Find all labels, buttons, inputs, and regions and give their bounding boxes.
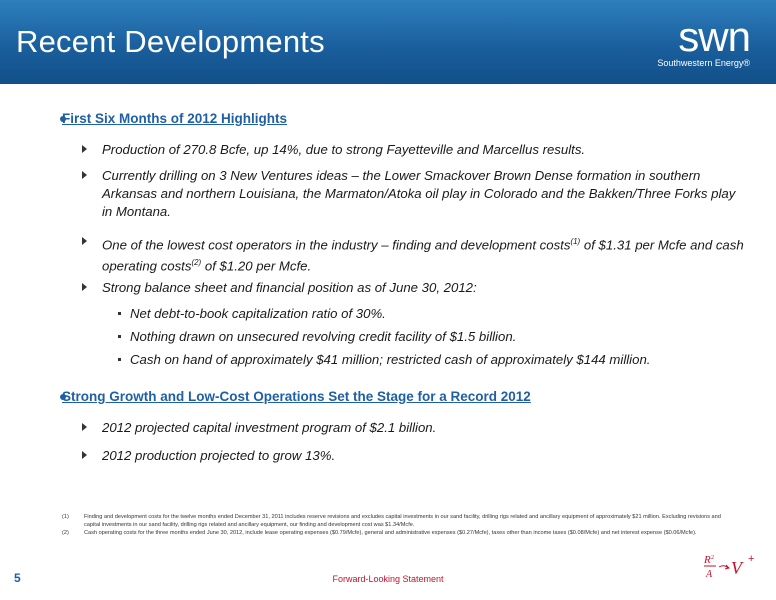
sub-item-text: Cash on hand of approximately $41 million; restricted cash of approximately $144 million. — [130, 352, 651, 367]
sub-item-text: Net debt-to-book capitalization ratio of 30%. — [130, 306, 386, 321]
highlight-text: Currently drilling on 3 New Ventures ideas – the Lower Smackover Brown Dense formation in southern Arkansas and northern Louisiana, the Marmaton/Atoka oil play in Colorado and the Bakken/Three Forks play in Montana. — [102, 168, 736, 219]
footnote-text: Finding and development costs for the twelve months ended December 31, 2011 includes reserve revisions and excludes capital investments in our sand facility, drilling rigs related and ancillary equipment of approximately $21 million. Excluding revisions and capital investments in our sand facility, drilling rigs related and ancillary equipment, our finding and development cost was $1.34/Mcfe. — [84, 514, 721, 528]
forward-looking-statement-link[interactable]: Forward-Looking Statement — [332, 574, 444, 584]
footnote-ref: (1) — [570, 237, 581, 246]
footnote — [62, 514, 722, 529]
growth-text: 2012 projected capital investment program of $2.1 billion. — [102, 420, 437, 435]
highlight-item — [84, 167, 744, 221]
arrow-bullet-icon — [82, 171, 87, 179]
title-bar — [0, 0, 776, 84]
footnote-ref: (2) — [191, 258, 202, 268]
text-part: One of the lowest cost operators in the industry – finding and development costs — [102, 237, 571, 253]
arrow-bullet-icon — [82, 451, 87, 459]
svg-text:R: R — [704, 554, 711, 566]
company-logo — [640, 13, 750, 68]
svg-text:2: 2 — [711, 555, 714, 561]
arrow-bullet-icon — [82, 145, 87, 153]
footnote-number: (2) — [62, 530, 69, 536]
square-bullet-icon — [118, 312, 121, 315]
rav-plus-logo-icon — [702, 550, 762, 584]
logo-wordmark: swn — [678, 13, 750, 60]
highlight-item — [84, 141, 744, 159]
arrow-bullet-icon — [82, 283, 87, 291]
logo-tagline: Southwestern Energy® — [657, 58, 750, 68]
square-bullet-icon — [118, 335, 121, 338]
highlight-item — [84, 233, 744, 276]
footnotes — [62, 514, 722, 539]
section-heading-growth: Strong Growth and Low-Cost Operations Set the Stage for a Record 2012 — [62, 389, 531, 404]
sub-item — [130, 351, 750, 369]
svg-text:A: A — [706, 569, 713, 580]
arrow-bullet-icon — [82, 237, 87, 245]
highlight-item — [84, 279, 744, 297]
svg-text:+: + — [748, 553, 755, 565]
growth-item — [84, 447, 744, 465]
sub-item — [130, 328, 750, 346]
text-part: of $1.20 per Mcfe. — [201, 258, 312, 274]
section-heading-highlights: First Six Months of 2012 Highlights — [62, 111, 288, 126]
footnote — [62, 530, 722, 538]
highlight-text: Production of 270.8 Bcfe, up 14%, due to strong Fayetteville and Marcellus results. — [102, 142, 586, 157]
footnote-number: (1) — [62, 514, 69, 520]
highlight-text — [84, 233, 744, 276]
footnote-text: Cash operating costs for the three months ended June 30, 2012, include lease operating expenses ($0.79/Mcfe), general and administrative expenses ($0.27/Mcfe), taxes other than income taxes ($0.08/Mcfe) and net interest expense ($0.06/Mcfe). — [84, 530, 697, 536]
highlight-text: Strong balance sheet and financial position as of June 30, 2012: — [102, 280, 477, 295]
page-title: Recent Developments — [16, 24, 325, 59]
square-bullet-icon — [118, 358, 121, 361]
text-part: of $1.31 per Mcfe and cash operating costs — [102, 237, 744, 274]
growth-text: 2012 production projected to grow 13%. — [102, 448, 336, 463]
growth-item — [84, 419, 744, 437]
sub-item-text: Nothing drawn on unsecured revolving credit facility of $1.5 billion. — [130, 329, 517, 344]
arrow-bullet-icon — [82, 423, 87, 431]
svg-text:V: V — [731, 558, 742, 578]
page-number: 5 — [14, 571, 21, 585]
sub-item — [130, 305, 750, 323]
